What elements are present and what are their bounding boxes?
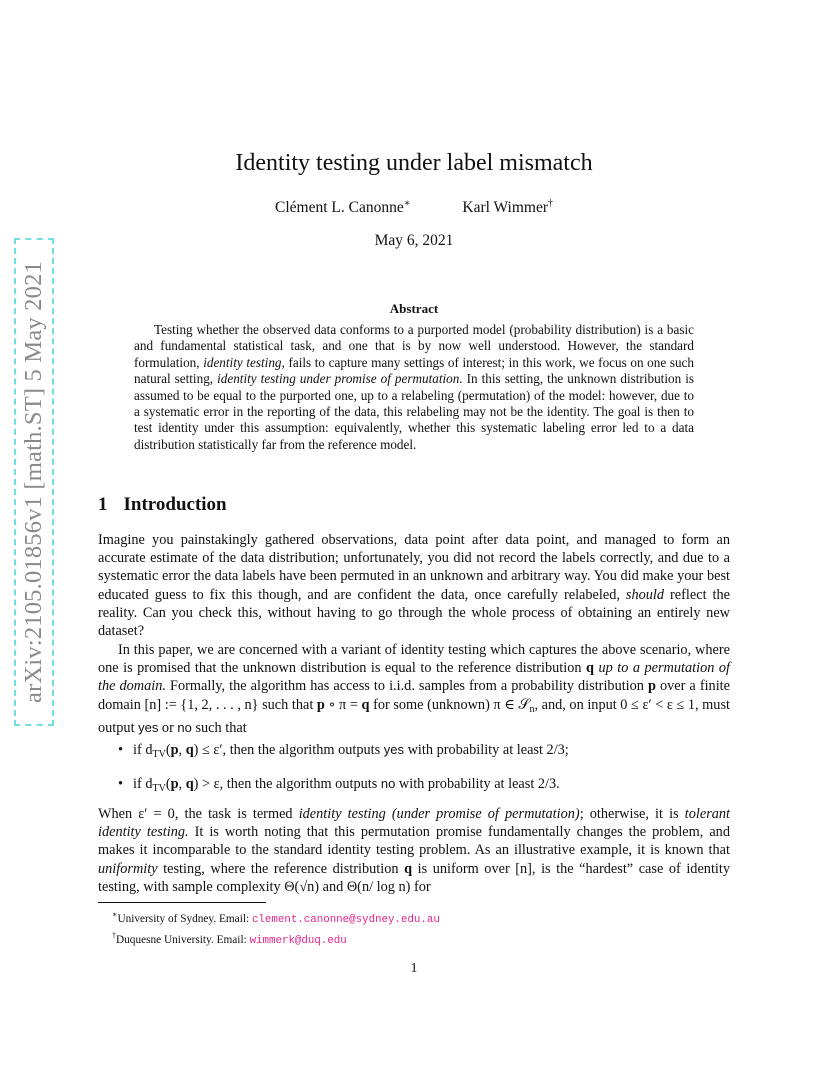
footnote: †Duquesne University. Email: wimmerk@duq.edu [112, 930, 347, 947]
condition-list [118, 741, 730, 809]
abstract-text: Testing whether the observed data conforms to a purported model (probability distribution) is a basic and fundamental statistical task, and one that is by now well understood. However, the standard formulation, identity testing, fails to capture many settings of interest; in this work, we focus on one such natural setting, identity testing under promise of permutation. In this setting, the unknown distribution is assumed to be equal to the purported one, up to a relabeling (permutation) of the model: however, due to a systematic error in the reporting of the data, this relabeling may not be the identity. The goal is then to test identity under this assumption: equivalently, whether this systematic labeling error led to a data distribution statistically far from the reference model. [134, 322, 694, 452]
abstract-heading: Abstract [389, 301, 439, 316]
paper-title: Identity testing under label mismatch [235, 150, 593, 176]
list-item: • if $d_{TV}(p$, q) > ε, then the algorithm outputs no with probability at least 2/3. [118, 775, 730, 798]
footnote-mark: ∗ [403, 198, 411, 209]
author: Karl Wimmer† [462, 198, 553, 217]
footnote-divider [98, 902, 266, 903]
paper-date: May 6, 2021 [374, 232, 454, 249]
footnote-mark: † [548, 198, 553, 209]
list-item: • if $d_{TV}(p$, q) ≤ ε′, then the algorithm outputs yes with probability at least 2/3; [118, 741, 730, 764]
author-list [0, 198, 828, 217]
footnotes [112, 907, 440, 949]
paragraph: When ε′ = 0, the task is termed identity testing (under promise of permutation); otherwise, it is tolerant identity testing. It is worth noting that this permutation promise fundamentally changes the problem, and makes it incomparable to the standard identity testing problem. As an illustrative example, it is known that uniformity testing, where the reference distribution q is uniform over [n], is the “hardest” case of identity testing, with sample complexity Θ(√n) and Θ(n/ log n) for [98, 806, 731, 895]
arxiv-identifier: arXiv:2105.01856v1 [math.ST] 5 May 2021 [20, 261, 48, 703]
footnote: ∗University of Sydney. Email: clement.canonne@sydney.edu.au [112, 910, 440, 926]
paragraph: Imagine you painstakingly gathered observations, data point after data point, and managed to form an accurate estimate of the data distribution; unfortunately, you did not record the labels correctly, and due to a systematic error the data labels have been permuted in an unknown and arbitrary way. You did make your best educated guess to fix this though, and are confident the data, once carefully relabeled, should reflect the reality. Can you check this, without having to go through the whole process of obtaining an entirely new dataset? [98, 532, 730, 640]
paragraph: In this paper, we are concerned with a variant of identity testing which captures the above scenario, where one is promised that the unknown distribution is equal to the reference distribution q up to a permutation of the domain. Formally, the algorithm has access to i.i.d. samples from a probability distribution p over a finite domain [n] := {1, 2, . . . , n} such that p ∘ π = q for some (unknown) π ∈ 𝒮$_n$, and, on input 0 ≤ ε′ < ε ≤ 1, must output yes or no such that [98, 642, 730, 736]
email-link[interactable]: clement.canonne@sydney.edu.au [251, 913, 440, 926]
section-heading: 1 Introduction [98, 494, 227, 515]
page-number: 1 [410, 961, 418, 976]
email-link[interactable]: wimmerk@duq.edu [249, 934, 347, 947]
author: Clément L. Canonne∗ [275, 198, 411, 217]
